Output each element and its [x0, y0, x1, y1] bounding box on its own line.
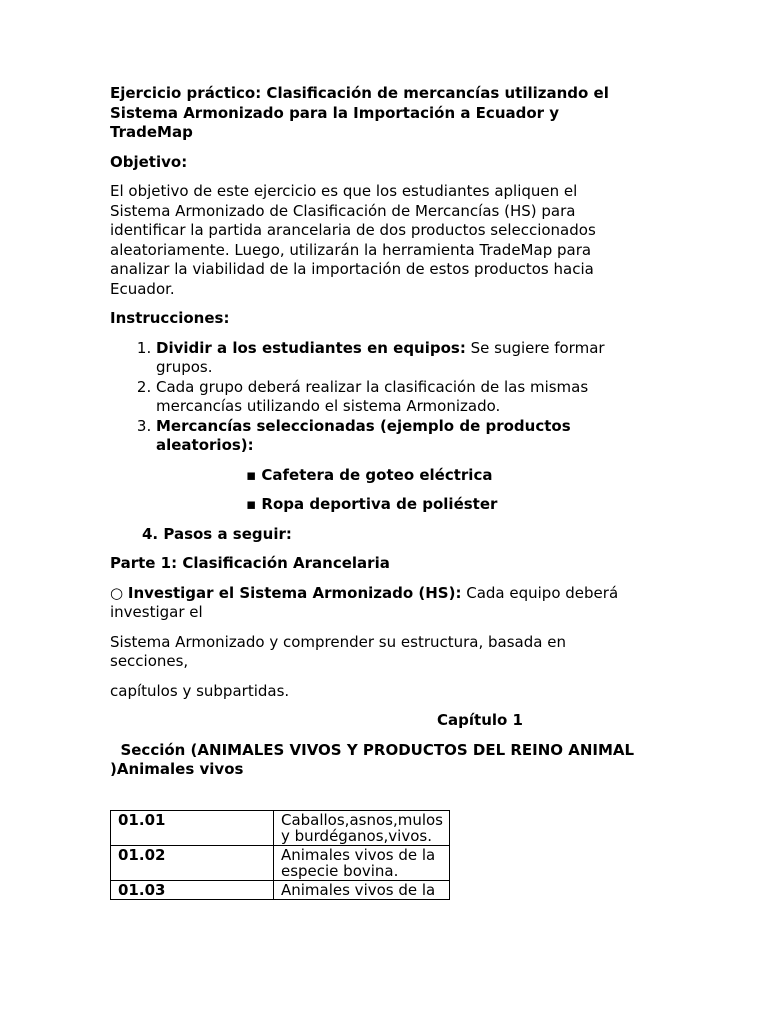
document-page [110, 84, 640, 900]
hs-table [110, 810, 450, 900]
instruction-item [156, 417, 640, 456]
chapter-heading: Capítulo 1 [437, 711, 523, 729]
table-cell-desc: Animales vivos de la [273, 880, 449, 899]
product-item: ▪ Cafetera de goteo eléctrica [246, 465, 493, 484]
objective-text: El objetivo de este ejercicio es que los estudiantes apliquen el Sistema Armonizado de Clasificación de Mercancías (HS) para identificar la partida arancelaria de dos productos seleccionados aleatoriamente. Luego, utilizarán la herramienta TradeMap para analizar la viabilidad de la importación de estos productos hacia Ecuador. [110, 182, 596, 298]
instruction-item [156, 339, 640, 378]
hs-structure-text: Sistema Armonizado y comprender su estructura, basada en secciones, [110, 632, 566, 670]
instructions-heading: Instrucciones: [110, 309, 230, 327]
table-row [111, 810, 450, 845]
instruction-text: Cada grupo deberá realizar la clasificación de las mismas mercancías utilizando el sistema Armonizado. [156, 377, 589, 415]
instruction-bold: Mercancías seleccionadas (ejemplo de productos aleatorios): [156, 416, 571, 454]
table-cell-code: 01.03 [111, 880, 274, 899]
section-heading: Sección (ANIMALES VIVOS Y PRODUCTOS DEL REINO ANIMAL )Animales vivos [110, 740, 640, 778]
instruction-bold: Dividir a los estudiantes en equipos: [156, 338, 466, 357]
hs-structure-text-2: capítulos y subpartidas. [110, 681, 290, 700]
step-4-heading: 4. Pasos a seguir: [142, 524, 292, 543]
instruction-item [156, 378, 640, 417]
investigate-paragraph [110, 584, 640, 623]
part1-heading: Parte 1: Clasificación Arancelaria [110, 554, 390, 572]
table-row [111, 880, 450, 899]
objective-heading: Objetivo: [110, 152, 188, 171]
table-cell-desc: Caballos,asnos,mulos y burdéganos,vivos. [273, 810, 449, 845]
table-cell-code: 01.02 [111, 845, 274, 880]
instructions-list [110, 339, 640, 456]
investigate-bold: Investigar el Sistema Armonizado (HS): [127, 583, 462, 602]
table-row [111, 845, 450, 880]
table-cell-code: 01.01 [111, 810, 274, 845]
instruction-text: Se sugiere formar grupos. [156, 338, 605, 376]
investigate-text: Cada equipo deberá investigar el [110, 583, 619, 621]
document-title: Ejercicio práctico: Clasificación de mercancías utilizando el Sistema Armonizado para la Importación a Ecuador y TradeMap [110, 84, 609, 141]
product-item: ▪ Ropa deportiva de poliéster [246, 495, 498, 513]
circle-bullet: ○ [110, 583, 128, 602]
table-cell-desc: Animales vivos de la especie bovina. [273, 845, 449, 880]
